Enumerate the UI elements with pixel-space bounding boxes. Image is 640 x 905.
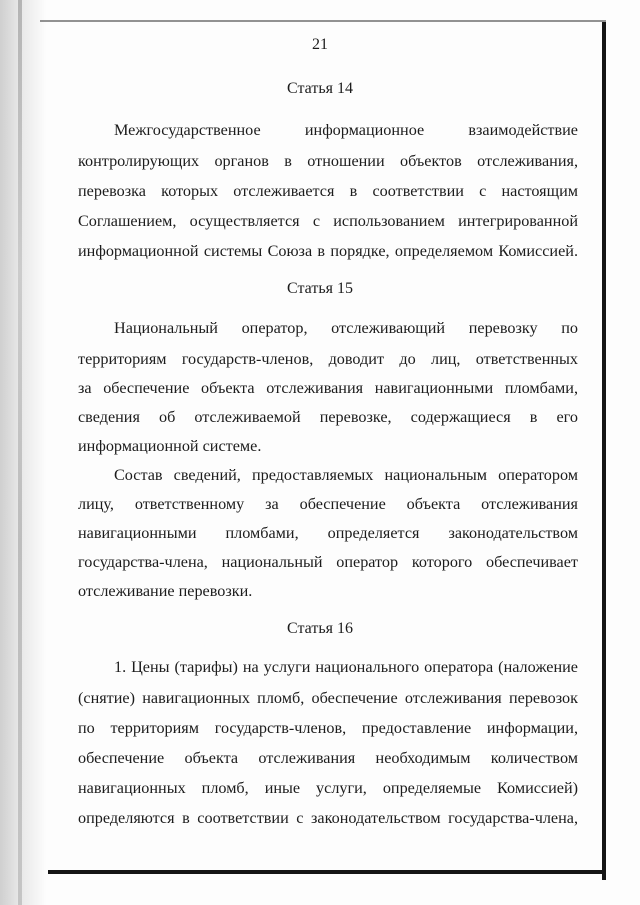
page-border-bottom bbox=[48, 870, 606, 874]
article-14-line-5: информационной системы Союза в порядке, определяемом Комиссией. bbox=[78, 242, 578, 260]
page-border-top bbox=[40, 20, 606, 22]
article-14-line-1: Межгосударственное информационное взаимодействие bbox=[114, 121, 578, 139]
scan-shadow bbox=[0, 0, 46, 905]
article-15-line-9: государства-члена, национальный оператор которого обеспечивает bbox=[78, 553, 578, 571]
article-14-line-3: перевозка которых отслеживается в соответствии с настоящим bbox=[78, 182, 578, 200]
article-15-line-4: сведения об отслеживаемой перевозке, содержащиеся в его bbox=[78, 408, 578, 426]
article-16-line-6: определяются в соответствии с законодательством государства-члена, bbox=[78, 809, 578, 827]
article-15-line-6: Состав сведений, предоставляемых национальным оператором bbox=[114, 466, 578, 484]
article-15-line-8: навигационными пломбами, определяется законодательством bbox=[78, 524, 578, 542]
article-15-line-2: территориям государств-членов, доводит до лиц, ответственных bbox=[78, 350, 578, 368]
article-16-line-3: по территориям государств-членов, предоставление информации, bbox=[78, 719, 578, 737]
article-15-line-7: лицу, ответственному за обеспечение объекта отслеживания bbox=[78, 495, 578, 513]
article-16-line-5: навигационных пломб, иные услуги, определяемые Комиссией) bbox=[78, 779, 578, 797]
article-16-line-2: (снятие) навигационных пломб, обеспечение отслеживания перевозок bbox=[78, 689, 578, 707]
article-16-line-1: 1. Цены (тарифы) на услуги национального оператора (наложение bbox=[114, 658, 578, 676]
article-15-line-3: за обеспечение объекта отслеживания навигационными пломбами, bbox=[78, 379, 578, 397]
scan-edge-line bbox=[18, 0, 22, 905]
article-16-line-4: обеспечение объекта отслеживания необходимым количеством bbox=[78, 749, 578, 767]
page-number: 21 bbox=[312, 36, 328, 53]
page-border-right bbox=[602, 22, 606, 880]
article-15-line-10: отслеживание перевозки. bbox=[78, 582, 253, 600]
article-14-line-2: контролирующих органов в отношении объектов отслеживания, bbox=[78, 152, 578, 170]
article-15-heading: Статья 15 bbox=[287, 280, 353, 297]
article-14-heading: Статья 14 bbox=[287, 80, 353, 97]
article-16-heading: Статья 16 bbox=[287, 620, 353, 637]
article-14-line-4: Соглашением, осуществляется с использованием интегрированной bbox=[78, 212, 578, 230]
article-15-line-1: Национальный оператор, отслеживающий перевозку по bbox=[114, 319, 578, 337]
article-15-line-5: информационной системе. bbox=[78, 437, 262, 455]
